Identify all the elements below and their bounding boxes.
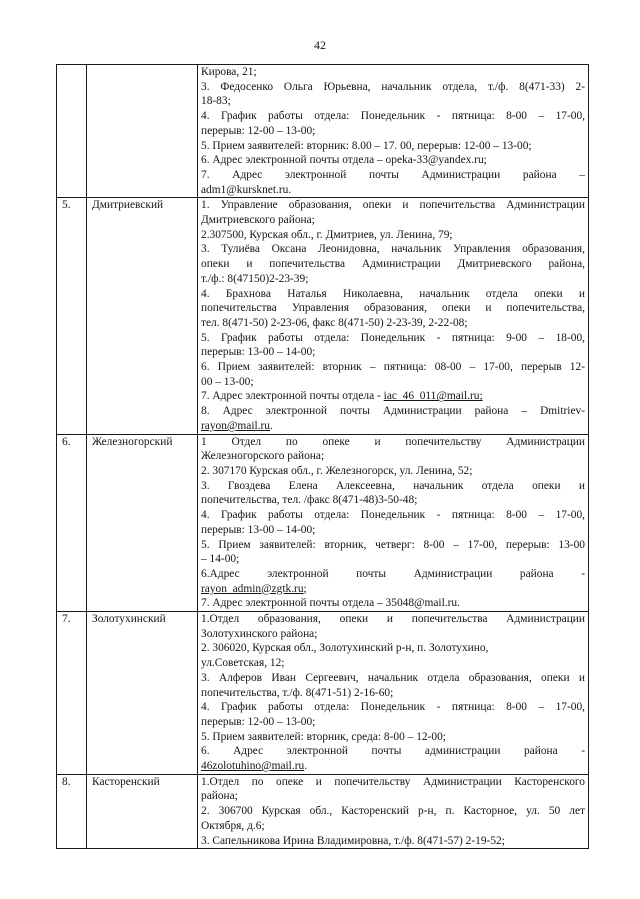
detail-line: тел. 8(471-50) 2-23-06, факс 8(471-50) 2-23-39, 2-22-08;: [201, 316, 468, 329]
office-details-cell: [198, 774, 589, 849]
detail-line: 3. Сапельникова Ирина Владимировна, т./ф. 8(471-57) 2-19-52;: [201, 834, 505, 847]
table-row: [57, 612, 589, 775]
office-details-cell: [198, 434, 589, 611]
detail-line: 3. Алферов Иван Сергеевич, начальник отдела образования, опеки и: [201, 671, 585, 684]
detail-line: попечительства, т./ф. 8(471-51) 2-16-60;: [201, 686, 394, 699]
table-row: [57, 65, 589, 198]
detail-line: попечительства Управления образования, опеки и попечительства,: [201, 302, 585, 315]
detail-line: 2. 307170 Курская обл., г. Железногорск, ул. Ленина, 52;: [201, 464, 473, 477]
detail-line: 1.Отдел по опеке и попечительству Администрации Касторенского: [201, 775, 585, 788]
detail-line: попечительства, тел. /факс 8(471-48)3-50-48;: [201, 494, 418, 507]
email-link[interactable]: rayon@mail.ru: [201, 419, 271, 432]
detail-line: перерыв: 13-00 – 14-00;: [201, 523, 316, 536]
detail-line: ул.Советская, 12;: [201, 657, 285, 670]
detail-line: 7. Адрес электронной почты Администрации района –: [201, 168, 585, 181]
detail-line: Золотухинского района;: [201, 627, 318, 640]
detail-line: 6.Адрес электронной почты Администрации района -: [201, 567, 585, 580]
detail-line: 5. График работы отдела: Понедельник - пятница: 9-00 – 18-00,: [201, 331, 585, 344]
guardianship-offices-table: [56, 64, 589, 849]
table-row: [57, 198, 589, 434]
detail-line: 3. Гвоздева Елена Алексеевна, начальник отдела опеки и: [201, 479, 585, 492]
detail-line: 4. График работы отдела: Понедельник - пятница: 8-00 – 17-00,: [201, 509, 585, 522]
table-row: [57, 774, 589, 849]
detail-line: 6. Прием заявителей: вторник – пятница: 08-00 – 17-00, перерыв 12-: [201, 361, 585, 374]
detail-line: Железногорского района;: [201, 450, 325, 463]
detail-line: 00 – 13-00;: [201, 375, 254, 388]
detail-line: [201, 759, 585, 774]
email-link[interactable]: 46zolotuhino@mail.ru: [201, 760, 305, 773]
row-number-cell: [57, 65, 87, 198]
detail-line: 3. Тулиёва Оксана Леонидовна, начальник Управления образования,: [201, 243, 585, 256]
detail-text-suffix: .: [304, 760, 308, 773]
row-number-cell: 7.: [57, 612, 87, 775]
email-link[interactable]: iac_46_011@mail.ru;: [383, 390, 483, 403]
detail-line: Октября, д.6;: [201, 819, 265, 832]
detail-line: adm1@kursknet.ru.: [201, 183, 292, 196]
detail-line: 18-83;: [201, 95, 231, 108]
detail-line: – 14-00;: [201, 553, 240, 566]
detail-line: Дмитриевского района;: [201, 214, 315, 227]
detail-line: опеки и попечительства Администрации Дмитриевского района,: [201, 258, 585, 271]
table-body: [57, 65, 589, 849]
office-details-cell: [198, 612, 589, 775]
detail-line: 4. График работы отдела: Понедельник - пятница: 8-00 – 17-00,: [201, 110, 585, 123]
detail-text: 7. Адрес электронной почты отдела -: [201, 390, 384, 403]
office-details-cell: [198, 198, 589, 434]
detail-line: перерыв: 12-00 – 13-00;: [201, 124, 316, 137]
detail-line: 1 Отдел по опеке и попечительству Администрации: [201, 435, 585, 448]
detail-line: 4. Брахнова Наталья Николаевна, начальник отдела опеки и: [201, 287, 585, 300]
row-number-cell: 8.: [57, 774, 87, 849]
office-details-cell: [198, 65, 589, 198]
table-row: [57, 434, 589, 611]
detail-line: перерыв: 12-00 – 13-00;: [201, 715, 316, 728]
row-number-cell: 5.: [57, 198, 87, 434]
detail-line: 6. Адрес электронной почты администрации района -: [201, 745, 585, 758]
detail-line: 4. График работы отдела: Понедельник - пятница: 8-00 – 17-00,: [201, 701, 585, 714]
detail-line: 7. Адрес электронной почты отдела – 35048@mail.ru.: [201, 597, 460, 610]
detail-line: [201, 389, 585, 404]
detail-line: [201, 419, 585, 434]
detail-line: перерыв: 13-00 – 14-00;: [201, 346, 316, 359]
district-name-cell: Железногорский: [87, 434, 198, 611]
district-name-cell: Золотухинский: [87, 612, 198, 775]
detail-text-suffix: .: [270, 419, 273, 432]
detail-line: Кирова, 21;: [201, 66, 257, 78]
district-name-cell: [87, 65, 198, 198]
detail-line: района;: [201, 790, 238, 803]
detail-line: [201, 582, 585, 597]
detail-line: 2. 306020, Курская обл., Золотухинский р-н, п. Золотухино,: [201, 642, 489, 655]
detail-line: 5. Прием заявителей: вторник, четверг: 8-00 – 17-00, перерыв: 13-00: [201, 538, 585, 551]
detail-line: 3. Федосенко Ольга Юрьевна, начальник отдела, т./ф. 8(471-33) 2-: [201, 80, 585, 93]
detail-text-suffix: ;: [303, 582, 307, 595]
detail-line: 1.Отдел образования, опеки и попечительства Администрации: [201, 613, 585, 626]
detail-line: 2. 306700 Курская обл., Касторенский р-н, п. Касторное, ул. 50 лет: [201, 805, 585, 818]
detail-line: т./ф.: 8(47150)2-23-39;: [201, 272, 309, 285]
row-number-cell: 6.: [57, 434, 87, 611]
email-link[interactable]: rayon_admin@zgtk.ru: [201, 582, 304, 595]
district-name-cell: Дмитриевский: [87, 198, 198, 434]
detail-line: 6. Адрес электронной почты отдела – opeka-33@yandex.ru;: [201, 154, 487, 167]
detail-line: 5. Прием заявителей: вторник, среда: 8-00 – 12-00;: [201, 730, 446, 743]
page-number: 42: [314, 38, 326, 52]
detail-line: 8. Адрес электронной почты Администрации района – Dmitriev-: [201, 405, 585, 418]
detail-line: 2.307500, Курская обл., г. Дмитриев, ул. Ленина, 79;: [201, 228, 453, 241]
detail-line: 1. Управление образования, опеки и попечительства Администрации: [201, 199, 585, 212]
detail-line: 5. Прием заявителей: вторник: 8.00 – 17. 00, перерыв: 12-00 – 13-00;: [201, 139, 532, 152]
district-name-cell: Касторенский: [87, 774, 198, 849]
